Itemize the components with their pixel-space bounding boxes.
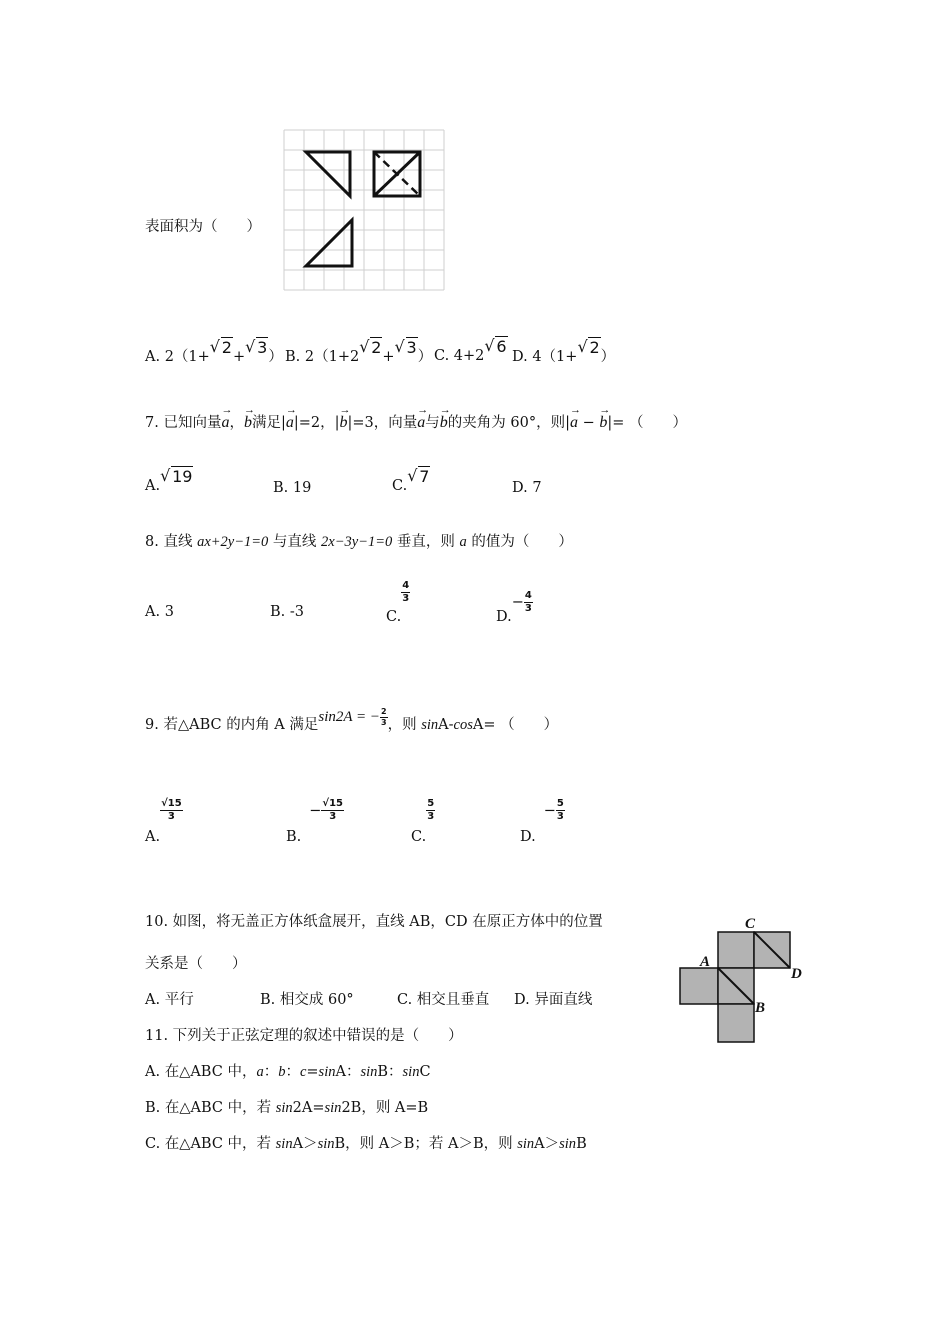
q8-option-b: B. -3 — [270, 604, 304, 620]
q7-option-d: D. 7 — [512, 480, 542, 496]
cube-net-figure — [672, 912, 812, 1044]
q6-option-b: B. 2（1+2√ 2+√ 3） — [285, 345, 432, 366]
net-face-left — [680, 968, 718, 1004]
q11-option-a: A. 在△ABC 中，a：b：c=sinA：sinB：sinC — [145, 1064, 431, 1080]
q10-option-c: C. 相交且垂直 — [397, 992, 490, 1008]
q10-stem-line1: 10. 如图，将无盖正方体纸盒展开，直线 AB，CD 在原正方体中的位置 — [145, 914, 603, 930]
q10-stem-line2: 关系是（ ） — [145, 956, 247, 972]
q10-option-a: A. 平行 — [145, 992, 194, 1008]
q9-option-d: D.− $\frac{5}{3}$ — [520, 798, 564, 845]
q7-option-b: B. 19 — [273, 480, 312, 496]
q8-stem: 8. 直线 ax+2y−1=0 与直线 2x−3y−1=0 垂直，则 a 的值为（ ） — [145, 534, 573, 550]
q8-option-d: D.− $\frac{4}{3}$ — [496, 590, 532, 625]
q11-option-c: C. 在△ABC 中，若 sinA＞sinB，则 A＞B；若 A＞B，则 sinA＞sinB — [145, 1136, 587, 1152]
q7-stem: 7. 已知向量→ a，→ b满足|→ a|=2，|→ b|=3，向量→ a与→ b的夹角为 60°，则|→ a − → b|= （ ） — [145, 410, 687, 432]
q11-stem: 11. 下列关于正弦定理的叙述中错误的是（ ） — [145, 1028, 463, 1044]
q9-option-b: B.− $\frac{√15}{3}$ — [286, 798, 344, 845]
q6-option-a: A. 2（1+√ 2+√ 3） — [145, 345, 283, 366]
q9-option-a: A. $\frac{√15}{3}$ — [145, 798, 182, 845]
q10-option-b: B. 相交成 60° — [260, 992, 354, 1008]
three-view-figure — [280, 126, 448, 292]
label-c: C — [745, 916, 756, 932]
q6-option-d: D. 4（1+√ 2） — [512, 345, 615, 366]
q6-stem: 表面积为（ ） — [145, 219, 261, 235]
q11-option-b: B. 在△ABC 中，若 sin2A=sin2B，则 A=B — [145, 1100, 429, 1116]
q6-option-c: C. 4+2√ 6 — [434, 345, 508, 364]
q9-option-c: C. $\frac{5}{3}$ — [411, 798, 435, 845]
front-view-triangle — [306, 152, 350, 196]
q10-option-d: D. 异面直线 — [514, 992, 593, 1008]
top-view-triangle — [306, 220, 352, 266]
label-d: D — [791, 966, 802, 982]
q7-option-c: C.√ 7 — [392, 475, 430, 494]
net-face-bottom — [718, 1004, 754, 1042]
q8-option-a: A. 3 — [145, 604, 174, 620]
net-face-top — [718, 932, 754, 968]
q9-stem: 9. 若△ABC 的内角 A 满足sin2A = − $\frac{2}{3}$ ，则 sinA-cosA= （ ） — [145, 706, 559, 733]
label-b: B — [755, 1000, 766, 1016]
side-view-square — [374, 152, 420, 196]
q8-option-c: C. $\frac{4}{3}$ — [386, 580, 410, 625]
label-a: A — [700, 954, 711, 970]
q7-option-a: A.√ 19 — [145, 475, 193, 494]
